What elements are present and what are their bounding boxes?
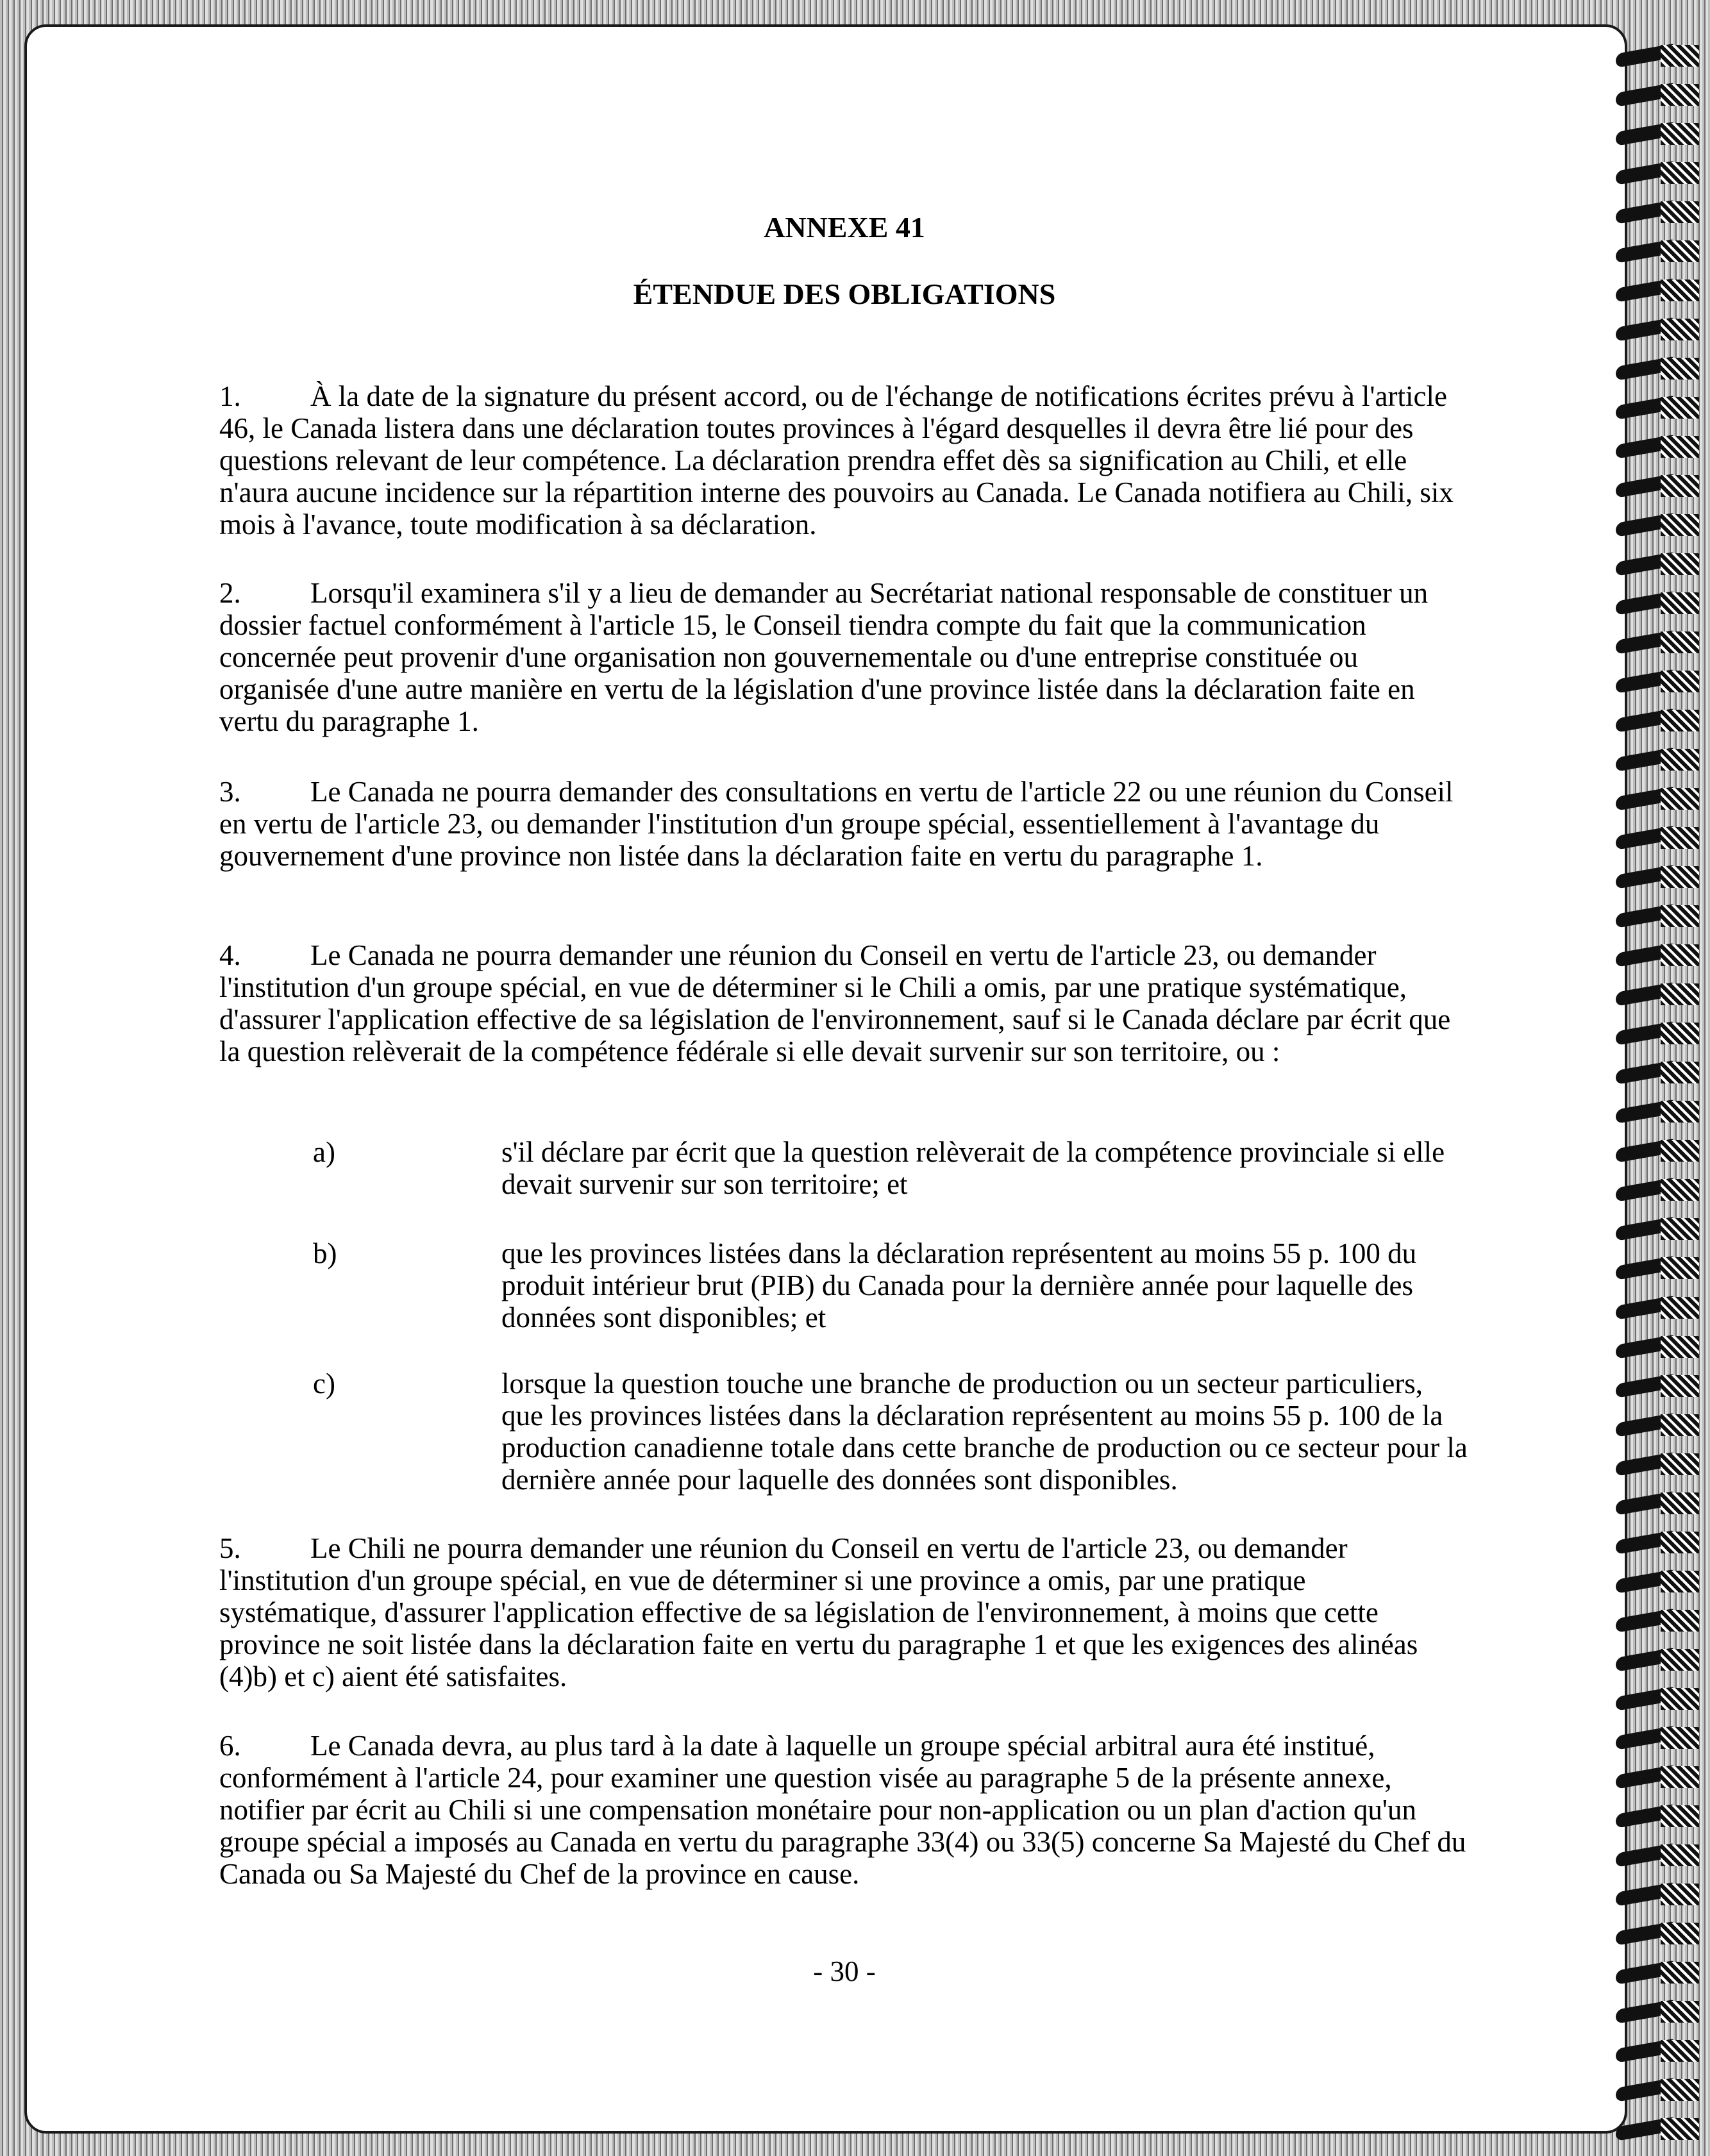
paragraph-number: 3. — [219, 776, 241, 808]
binding-coil — [1616, 1179, 1702, 1202]
binding-coil — [1616, 631, 1702, 655]
sub-item-letter: a) — [313, 1136, 335, 1168]
binding-coil — [1616, 1727, 1702, 1750]
binding-coil — [1616, 1218, 1702, 1241]
binding-coil — [1616, 1923, 1702, 1946]
paragraph-number: 6. — [219, 1730, 241, 1762]
paragraph-number: 5. — [219, 1532, 241, 1564]
binding-coil — [1616, 710, 1702, 733]
binding-coil — [1616, 2079, 1702, 2102]
paragraph-number: 1. — [219, 380, 241, 412]
binding-coil — [1616, 1610, 1702, 1633]
paragraph-text: Le Canada ne pourra demander des consultations en vertu de l'article 22 ou une réunion du Conseil en vertu de l'article 23, ou demander l'institution d'un groupe spécial, essentiellement à l'avantage du gouvernement d'une province non listée dans la déclaration faite en vertu du paragraphe 1. — [219, 776, 1454, 872]
binding-coil — [1616, 553, 1702, 576]
binding-coil — [1616, 671, 1702, 694]
binding-coil — [1616, 397, 1702, 420]
binding-coil — [1616, 1844, 1702, 1868]
binding-coil — [1616, 162, 1702, 185]
paragraph-4 — [219, 939, 1470, 1067]
binding-coil — [1616, 84, 1702, 107]
binding-coil — [1616, 2118, 1702, 2141]
paragraph-text: Le Chili ne pourra demander une réunion du Conseil en vertu de l'article 23, ou demander l'institution d'un groupe spécial, en vue de déterminer si une province a omis, par une pratique systématique, d'assurer l'application effective de sa législation de l'environnement, à moins que cette province ne soit listée dans la déclaration faite en vertu du paragraphe 1 et que les exigences des alinéas (4)b) et c) aient été satisfaites. — [219, 1532, 1418, 1692]
paragraph-5 — [219, 1532, 1470, 1692]
binding-coil — [1616, 1101, 1702, 1124]
binding-coil — [1616, 514, 1702, 537]
binding-coil — [1616, 280, 1702, 303]
binding-coil — [1616, 436, 1702, 459]
binding-coil — [1616, 45, 1702, 68]
binding-coil — [1616, 905, 1702, 928]
binding-coil — [1616, 1062, 1702, 1085]
paragraph-1 — [219, 380, 1470, 540]
binding-coil — [1616, 1023, 1702, 1046]
binding-coil — [1616, 1453, 1702, 1476]
binding-coil — [1616, 788, 1702, 811]
binding-coil — [1616, 1571, 1702, 1594]
binding-coil — [1616, 983, 1702, 1007]
paragraph-text: Le Canada ne pourra demander une réunion du Conseil en vertu de l'article 23, ou demander l'institution d'un groupe spécial, en vue de déterminer si le Chili a omis, par une pratique systématique, d'assurer l'application effective de sa législation de l'environnement, sauf si le Canada déclare par écrit que la question relèverait de la compétence fédérale si elle devait survenir sur son territoire, ou : — [219, 939, 1451, 1067]
binding-coil — [1616, 201, 1702, 224]
binding-coil — [1616, 944, 1702, 967]
binding-coil — [1616, 358, 1702, 381]
binding-coil — [1616, 749, 1702, 772]
binding-coil — [1616, 2001, 1702, 2024]
binding-coil — [1616, 1257, 1702, 1280]
binding-coil — [1616, 319, 1702, 342]
binding-coil — [1616, 123, 1702, 146]
binding-coil — [1616, 1375, 1702, 1398]
binding-coil — [1616, 1336, 1702, 1359]
binding-coil — [1616, 592, 1702, 615]
binding-coil — [1616, 2040, 1702, 2063]
binding-coil — [1616, 1962, 1702, 1985]
binding-coil — [1616, 1414, 1702, 1437]
paragraph-number: 2. — [219, 577, 241, 609]
paragraph-3 — [219, 776, 1470, 872]
binding-coil — [1616, 240, 1702, 263]
sub-item-letter: c) — [313, 1367, 335, 1400]
binding-coil — [1616, 866, 1702, 889]
annex-subtitle: ÉTENDUE DES OBLIGATIONS — [633, 278, 1056, 310]
binding-coil — [1616, 1532, 1702, 1555]
paragraph-number: 4. — [219, 939, 241, 971]
binding-coil — [1616, 1492, 1702, 1516]
binding-coil — [1616, 475, 1702, 498]
paragraph-2 — [219, 577, 1470, 737]
paragraph-text: Lorsqu'il examinera s'il y a lieu de demander au Secrétariat national responsable de constituer un dossier factuel conformément à l'article 15, le Conseil tiendra compte du fait que la communication concernée peut provenir d'une organisation non gouvernementale ou d'une entreprise constituée ou organisée d'une autre manière en vertu de la législation d'une province listée dans la déclaration faite en vertu du paragraphe 1. — [219, 577, 1429, 737]
binding-coil — [1616, 1766, 1702, 1789]
page-number: - 30 - — [813, 1955, 876, 1987]
binding-coil — [1616, 1884, 1702, 1907]
sub-item-text: lorsque la question touche une branche de production ou un secteur particuliers, que les provinces listées dans la déclaration représentent au moins 55 p. 100 de la production canadienne totale dans cette branche de production ou ce secteur pour la dernière année pour laquelle des données sont disponibles. — [501, 1367, 1468, 1496]
binding-coil — [1616, 1140, 1702, 1163]
binding-coil — [1616, 827, 1702, 850]
annex-title: ANNEXE 41 — [764, 211, 925, 244]
binding-coil — [1616, 1688, 1702, 1711]
sub-item-text: que les provinces listées dans la déclaration représentent au moins 55 p. 100 du produit intérieur brut (PIB) du Canada pour la dernière année pour laquelle des données sont disponibles; et — [501, 1237, 1417, 1333]
sub-item-letter: b) — [313, 1237, 337, 1269]
binding-coil — [1616, 1649, 1702, 1672]
spiral-binding — [1616, 45, 1710, 2141]
sub-item-text: s'il déclare par écrit que la question relèverait de la compétence provinciale si elle devait survenir sur son territoire; et — [501, 1136, 1445, 1200]
binding-coil — [1616, 1297, 1702, 1320]
binding-coil — [1616, 1805, 1702, 1828]
paragraph-text: À la date de la signature du présent accord, ou de l'échange de notifications écrites prévu à l'article 46, le Canada listera dans une déclaration toutes provinces à l'égard desquelles il devra être lié pour des questions relevant de leur compétence. La déclaration prendra effet dès sa signification au Chili, et elle n'aura aucune incidence sur la répartition interne des pouvoirs au Canada. Le Canada notifiera au Chili, six mois à l'avance, toute modification à sa déclaration. — [219, 380, 1454, 540]
paragraph-text: Le Canada devra, au plus tard à la date à laquelle un groupe spécial arbitral aura été institué, conformément à l'article 24, pour examiner une question visée au paragraphe 5 de la présente annexe, notifier par écrit au Chili si une compensation monétaire pour non-application ou un plan d'action qu'un groupe spécial a imposés au Canada en vertu du paragraphe 33(4) ou 33(5) concerne Sa Majesté du Chef du Canada ou Sa Majesté du Chef de la province en cause. — [219, 1730, 1466, 1890]
paragraph-6 — [219, 1730, 1470, 1890]
